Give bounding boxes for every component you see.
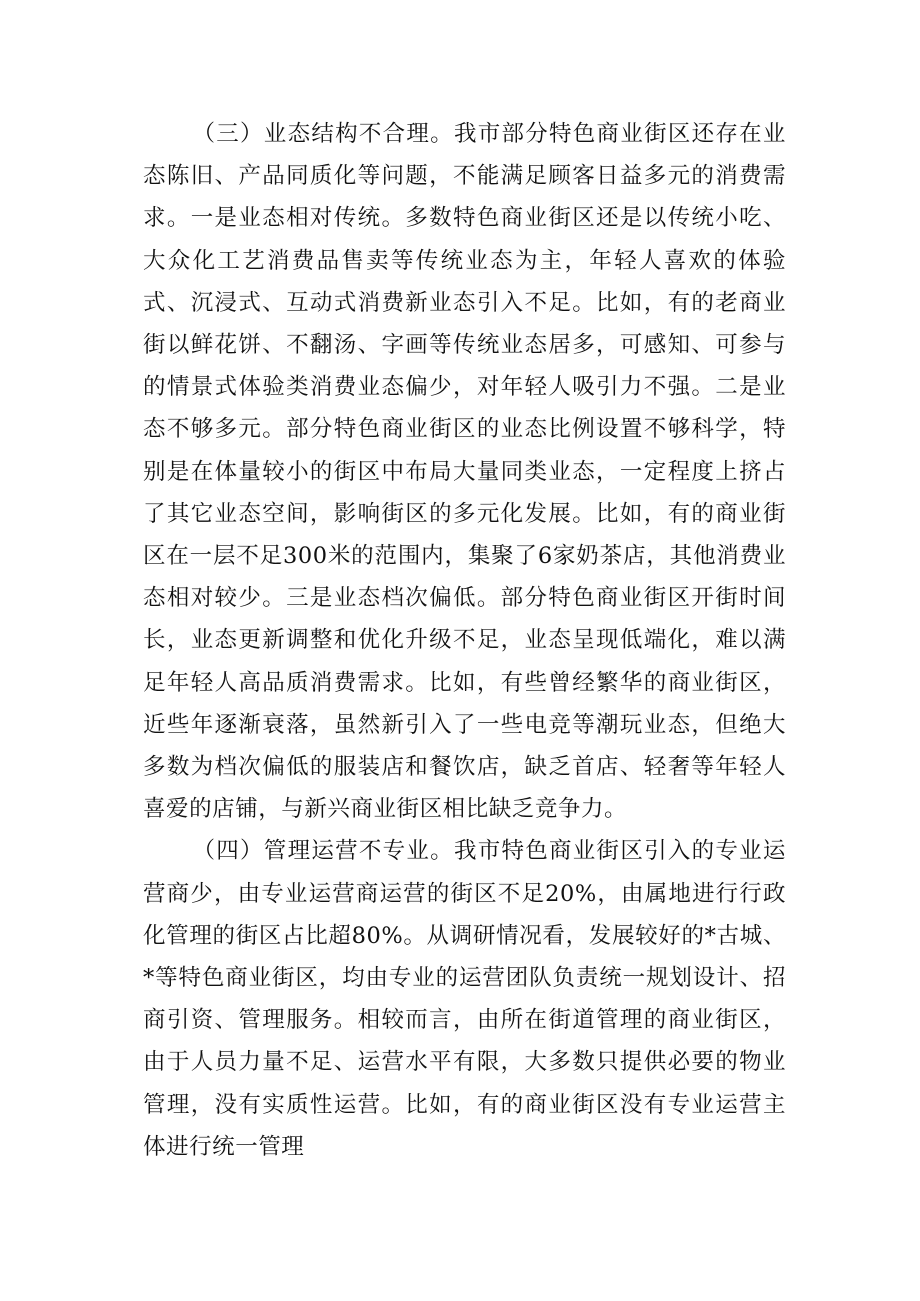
document-body	[143, 113, 786, 1168]
paragraph-business-structure: （三）业态结构不合理。我市部分特色商业街区还存在业态陈旧、产品同质化等问题，不能满足顾客日益多元的消费需求。一是业态相对传统。多数特色商业街区还是以传统小吃、大众化工艺消费品售卖等传统业态为主，年轻人喜欢的体验式、沉浸式、互动式消费新业态引入不足。比如，有的老商业街以鲜花饼、不翻汤、字画等传统业态居多，可感知、可参与的情景式体验类消费业态偏少，对年轻人吸引力不强。二是业态不够多元。部分特色商业街区的业态比例设置不够科学，特别是在体量较小的街区中布局大量同类业态，一定程度上挤占了其它业态空间，影响街区的多元化发展。比如，有的商业街区在一层不足300米的范围内，集聚了6家奶茶店，其他消费业态相对较少。三是业态档次偏低。部分特色商业街区开街时间长，业态更新调整和优化升级不足，业态呈现低端化，难以满足年轻人高品质消费需求。比如，有些曾经繁华的商业街区，近些年逐渐衰落，虽然新引入了一些电竞等潮玩业态，但绝大多数为档次偏低的服装店和餐饮店，缺乏首店、轻奢等年轻人喜爱的店铺，与新兴商业街区相比缺乏竞争力。	[143, 121, 786, 823]
paragraph-management-operation: （四）管理运营不专业。我市特色商业街区引入的专业运营商少，由专业运营商运营的街区不足20%，由属地进行行政化管理的街区占比超80%。从调研情况看，发展较好的*古城、*等特色商业街区，均由专业的运营团队负责统一规划设计、招商引资、管理服务。相较而言，由所在街道管理的商业街区，由于人员力量不足、运营水平有限，大多数只提供必要的物业管理，没有实质性运营。比如，有的商业街区没有专业运营主体进行统一管理	[143, 838, 786, 1160]
